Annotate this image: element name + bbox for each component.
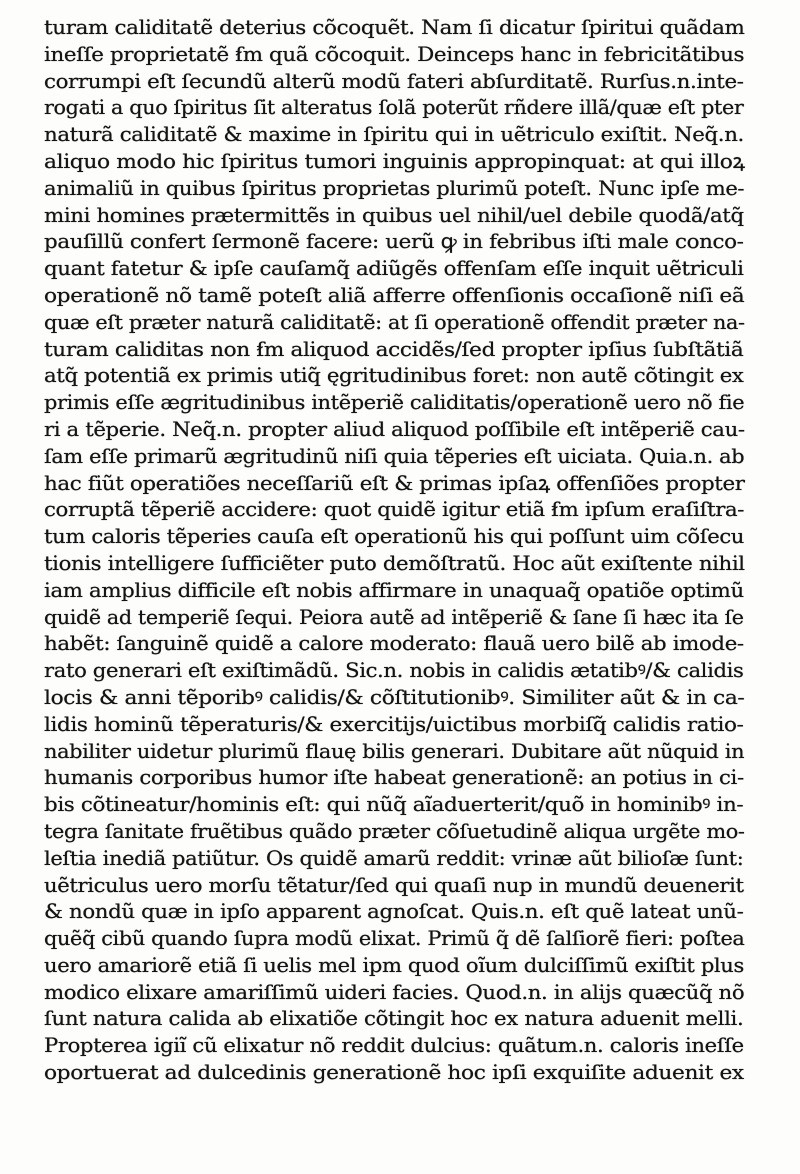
text-line: uero amariorẽ etiã ſi uelis mel ipm quod oĩum dulciſſimũ exiſtit plus	[44, 952, 744, 977]
text-line: corrumpi eſt ſecundũ alterũ modũ fateri abſurditatẽ. Rurſus.n.inte-	[44, 68, 744, 93]
text-line: atq̃ potentiã ex primis utiq̃ ęgritudinibus foret: non autẽ cõtingit ex	[44, 363, 744, 388]
text-line: rogati a quo ſpiritus ſit alteratus ſolã poterũt rñdere illã/quæ eſt pter	[44, 95, 744, 120]
text-line: oportuerat ad dulcedinis generationẽ hoc ipſi exquiſite aduenit ex	[44, 1060, 744, 1085]
text-line: quẽq̃ cibũ quando ſupra modũ elixat. Primũ q̃ dẽ ſalſiorẽ fieri: poſtea	[44, 926, 745, 951]
text-line: rato generari eſt exiſtimãdũ. Sic.n. nobis in calidis ætatibꝰ/& calidis	[44, 658, 744, 683]
text-line: quant fatetur & ipſe cauſamq̃ adiũgẽs offenſam eſſe inquit uẽtriculi	[44, 256, 744, 281]
text-line: & nondũ quæ in ipſo apparent agnoſcat. Quis.n. eſt quẽ lateat unũ-	[44, 899, 744, 924]
text-line: hac fiũt operatiões neceſſariũ eſt & primas ipſaꝝ offenſiões propter	[44, 470, 745, 495]
text-line: uẽtriculus uero morſu tẽtatur/ſed qui quaſi nup in mundũ deuenerit	[44, 872, 744, 897]
text-line: ſunt natura calida ab elixatiõe cõtingit hoc ex natura aduenit melli.	[44, 1006, 744, 1031]
text-line: ri a tẽperie. Neq̃.n. propter aliud aliquod poſſibile eſt intẽperiẽ cau-	[44, 416, 745, 441]
text-line: animaliũ in quibus ſpiritus proprietas plurimũ poteſt. Nunc ipſe me-	[44, 175, 745, 200]
text-line: naturã caliditatẽ & maxime in ſpiritu qui in uẽtriculo exiſtit. Neq̃.n.	[44, 122, 744, 147]
text-line: operationẽ nõ tamẽ poteſt aliã afferre offenſionis occaſionẽ niſi eã	[44, 282, 745, 307]
text-line: bis cõtineatur/hominis eſt: qui nũq̃ aĩaduerterit/quõ in hominibꝰ in-	[44, 792, 744, 817]
text-block	[44, 14, 744, 1086]
text-line: locis & anni tẽporibꝰ calidis/& cõſtitutionibꝰ. Similiter aũt & in ca-	[44, 684, 745, 709]
show-through-bleed	[330, 1072, 750, 1090]
text-line: Propterea igiĩ cũ elixatur nõ reddit dulcius: quãtum.n. caloris ineſſe	[44, 1033, 744, 1058]
text-line: tegra ſanitate fruẽtibus quãdo præter cõſuetudinẽ aliqua urgẽte mo-	[44, 818, 745, 843]
text-line: iam amplius difficile eſt nobis affirmare in unaquaq̃ opatiõe optimũ	[44, 577, 744, 602]
text-line: quæ eſt præter naturã caliditatẽ: at ſi operationẽ offendit præter na-	[44, 309, 745, 334]
text-line: ineſſe proprietatẽ ẜm quã cõcoquit. Deinceps hanc in febricitãtibus	[44, 41, 745, 66]
text-line: turam caliditatẽ deterius cõcoquẽt. Nam ſi dicatur ſpiritui quãdam	[44, 15, 745, 39]
text-line: humanis corporibus humor iſte habeat generationẽ: an potius in ci-	[44, 765, 744, 790]
text-line: modico elixare amariſſimũ uideri facies. Quod.n. in alijs quæcũq̃ nõ	[44, 979, 745, 1004]
text-line: aliquo modo hic ſpiritus tumori inguinis appropinquat: at qui illoꝝ	[44, 148, 745, 173]
text-line: lidis hominũ tẽperaturis/& exercitijs/uictibus morbiſq̃ calidis ratio-	[44, 711, 744, 736]
text-line: ſam eſſe primarũ ægritudinũ niſi quia tẽperies eſt uiciata. Quia.n. ab	[44, 443, 745, 468]
text-line: turam caliditas non ẜm aliquod accidẽs/ſed propter ipſius ſubſtãtiã	[44, 336, 744, 361]
text-line: nabiliter uidetur plurimũ flauę bilis generari. Dubitare aũt nũquid in	[44, 738, 745, 763]
text-line: pauſillũ confert ſermonẽ facere: uerũ ꝙ in febribus iſti male conco-	[44, 229, 744, 254]
text-line: mini homines prætermittẽs in quibus uel nihil/uel debile quodã/atq̃	[44, 202, 744, 227]
text-line: primis eſſe ægritudinibus intẽperiẽ caliditatis/operationẽ uero nõ fie	[44, 390, 745, 415]
text-line: tionis intelligere ſufficiẽter puto demõſtratũ. Hoc aũt exiſtente nihil	[44, 550, 745, 575]
text-line: tum caloris tẽperies cauſa eſt operationũ his qui poſſunt uim cõſecu	[44, 524, 745, 549]
text-line: leſtia inediã patiũtur. Os quidẽ amarũ reddit: vrinæ aũt bilioſæ ſunt:	[44, 845, 744, 870]
text-line: corruptã tẽperiẽ accidere: quot quidẽ igitur etiã ẜm ipſum eraſiſtra-	[44, 497, 745, 522]
text-line: quidẽ ad temperiẽ ſequi. Peiora autẽ ad intẽperiẽ & ſane ſi hæc ita ſe	[44, 604, 744, 629]
text-line: habẽt: ſanguinẽ quidẽ a calore moderato: flauã uero bilẽ ab imode-	[44, 631, 744, 656]
